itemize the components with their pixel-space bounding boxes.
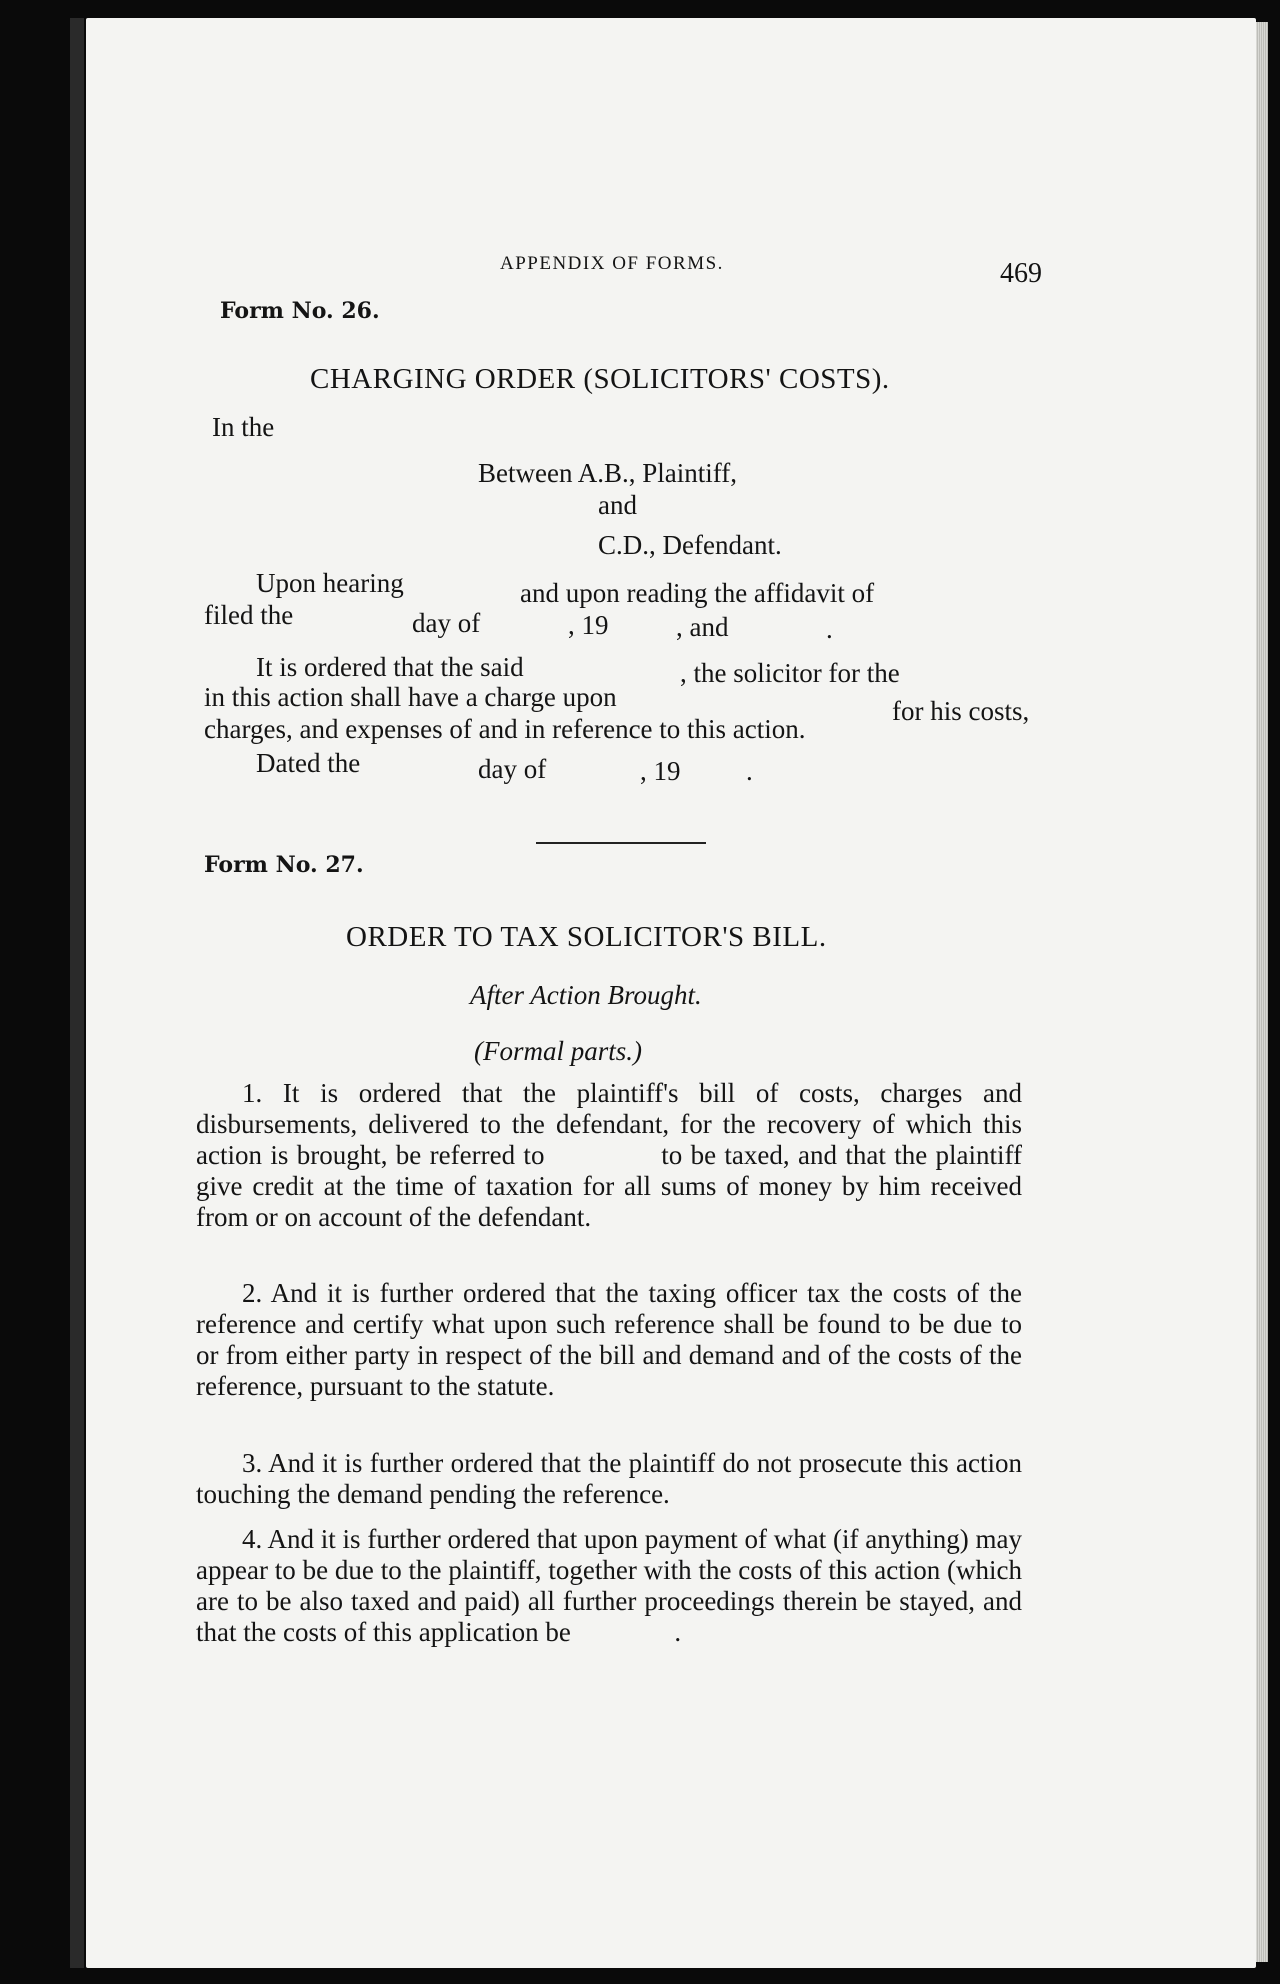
form-27-subheading: After Action Brought. [470,980,702,1010]
page-stack-edge [1256,22,1268,1962]
form-27-heading: ORDER TO TAX SOLICITOR'S BILL. [346,921,827,953]
year-2: , 19 [640,756,681,786]
page-number: 469 [1000,258,1042,289]
paragraph-2: 2. And it is further ordered that the taxing officer tax the costs of the reference and certify what upon such reference shall be found to be due to or from either party in respect of the bill and demand and of the costs of the reference, pursuant to the statute. [196,1278,1022,1401]
formal-parts: (Formal parts.) [474,1036,642,1066]
running-title: APPENDIX OF FORMS. [500,253,724,274]
day-of-1: day of [412,608,481,638]
period-2: . [746,756,753,786]
paragraph-1-continuation: to be taxed, and that the plaintiff give credit at the time of taxation for all sums of money by him received from or on account of the defendant. [196,1140,1023,1232]
paragraph-1 [196,1078,1022,1233]
parties-between: Between A.B., Plaintiff, [478,458,737,488]
for-his-costs: for his costs, [892,696,1030,726]
paragraph-4-text: 4. And it is further ordered that upon payment of what (if anything) may appear to be due to the plaintiff, together with the costs of this action (which are to be also taxed and paid) all further proceedings therein be stayed, and that the costs of this application be [196,1524,1022,1647]
parties-and: and [598,490,637,520]
paragraph-4 [196,1524,1022,1648]
ordered-said: It is ordered that the said [256,652,524,682]
paragraph-4-end: . [674,1617,682,1647]
upon-reading: and upon reading the affidavit of [520,578,875,608]
charges-expenses: charges, and expenses of and in reference to this action. [204,714,806,744]
and-1: , and [676,612,729,642]
year-1: , 19 [568,610,609,640]
form-27-label: Form No. 27. [204,852,364,878]
paragraph-3: 3. And it is further ordered that the plaintiff do not prosecute this action touching the demand pending the reference. [196,1448,1022,1509]
period-1: . [826,614,833,644]
day-of-2: day of [478,754,547,784]
filed-the: filed the [204,600,294,630]
court-line: In the [212,412,275,442]
parties-defendant: C.D., Defendant. [598,530,782,560]
binding-edge [70,18,84,1968]
charge-upon: in this action shall have a charge upon [204,682,617,712]
paragraph-1-text: 1. It is ordered that the plaintiff's bill of costs, charges and disbursements, delivered to the defendant, for the recovery of which this action is brought, be referred to [196,1078,1022,1170]
form-26-label: Form No. 26. [220,298,380,324]
dated-the: Dated the [256,748,361,778]
upon-hearing: Upon hearing [256,568,404,598]
form-26-heading: CHARGING ORDER (SOLICITORS' COSTS). [310,363,890,395]
solicitor-for: , the solicitor for the [680,658,900,688]
section-divider [536,842,706,844]
